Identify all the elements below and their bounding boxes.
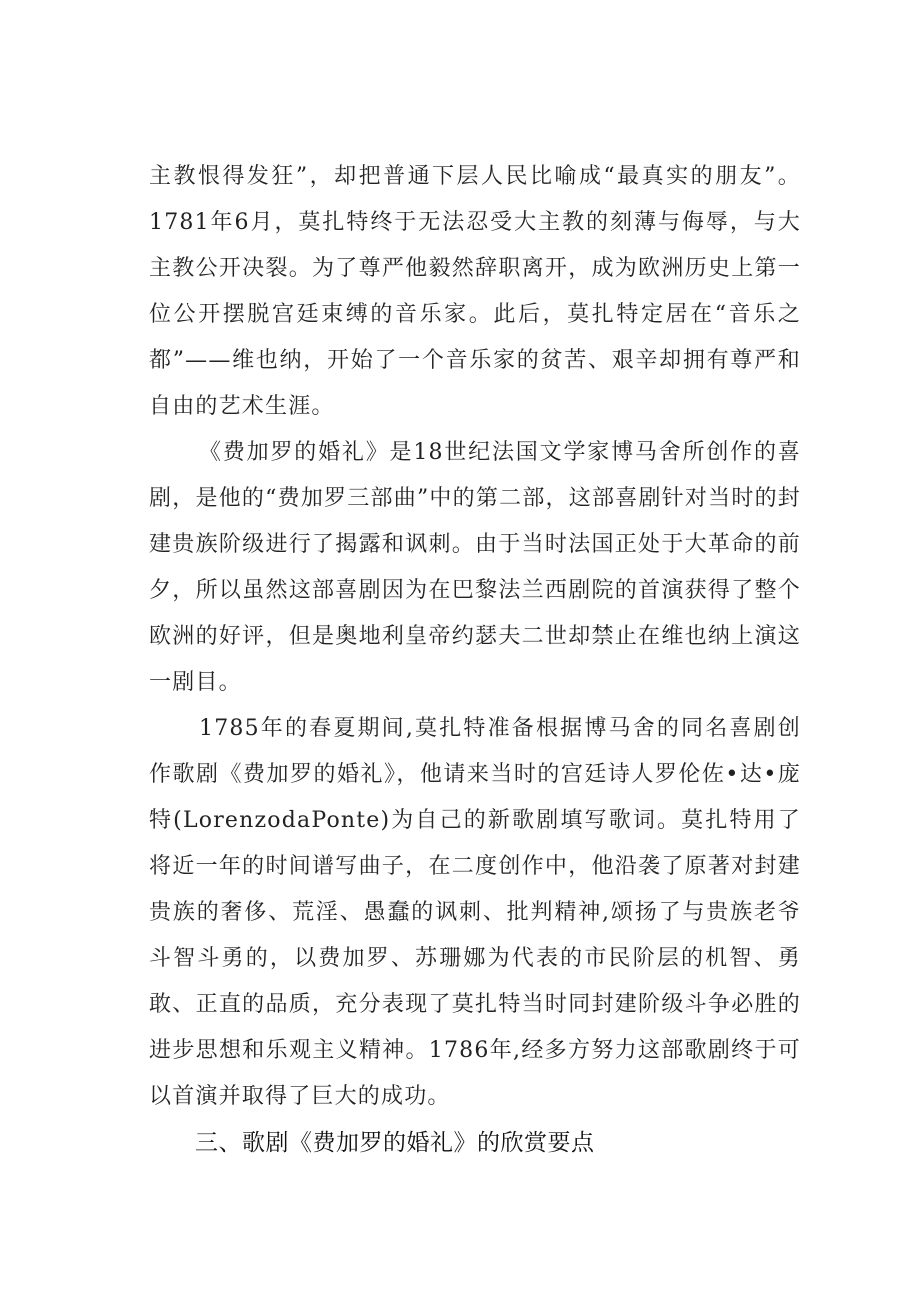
paragraph-figaro-comedy: 《费加罗的婚礼》是18世纪法国文学家博马舍所创作的喜剧，是他的“费加罗三部曲”中的第二部，这部喜剧针对当时的封建贵族阶级进行了揭露和讽刺。由于当时法国正处于大革命的前夕，所以虽然这部喜剧因为在巴黎法兰西剧院的首演获得了整个欧洲的好评，但是奥地利皇帝约瑟夫二世却禁止在维也纳上演这一剧目。 [149, 440, 801, 695]
paragraph-mozart-vienna: 主教恨得发狂”，却把普通下层人民比喻成“最真实的朋友”。1781年6月，莫扎特终于无法忍受大主教的刻薄与侮辱，与大主教公开决裂。为了尊严他毅然辞职离开，成为欧洲历史上第一位公开摆脱宫廷束缚的音乐家。此后，莫扎特定居在“音乐之都”——维也纳，开始了一个音乐家的贫苦、艰辛却拥有尊严和自由的艺术生涯。 [149, 164, 801, 419]
document-body [149, 154, 801, 1166]
paragraph-figaro-opera: 1785年的春夏期间,莫扎特准备根据博马舍的同名喜剧创作歌剧《费加罗的婚礼》，他请来当时的宫廷诗人罗伦佐•达•庞特(LorenzodaPonte)为自己的新歌剧填写歌词。莫扎特用了将近一年的时间谱写曲子，在二度创作中，他沿袭了原著对封建贵族的奢侈、荒淫、愚蠢的讽刺、批判精神,颂扬了与贵族老爷斗智斗勇的，以费加罗、苏珊娜为代表的市民阶层的机智、勇敢、正直的品质，充分表现了莫扎特当时同封建阶级斗争必胜的进步思想和乐观主义精神。1786年,经多方努力这部歌剧终于可以首演并取得了巨大的成功。 [149, 716, 801, 1109]
section-heading: 三、歌剧《费加罗的婚礼》的欣赏要点 [195, 1130, 595, 1156]
